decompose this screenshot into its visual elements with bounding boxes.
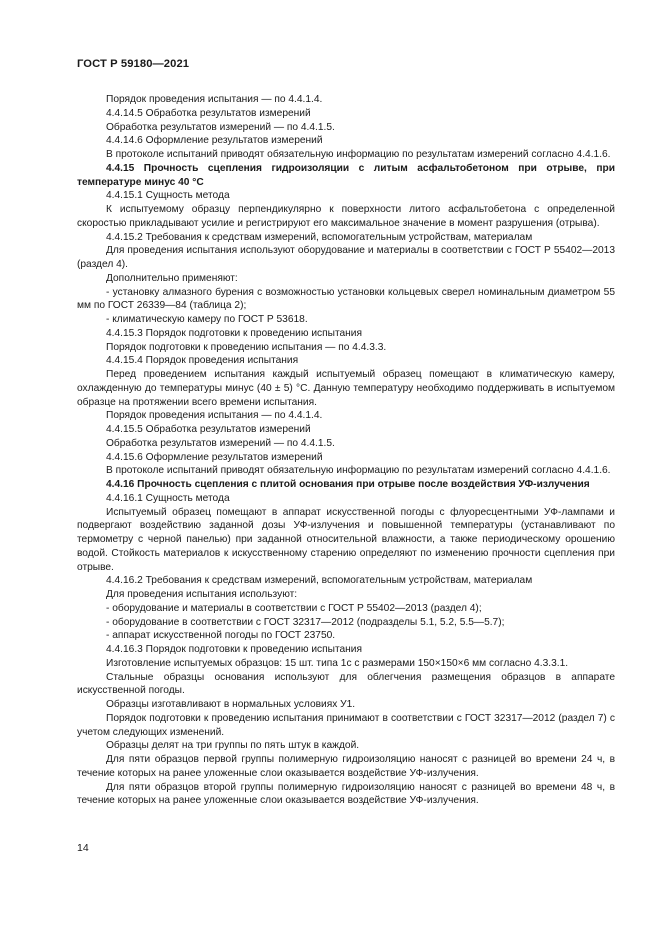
paragraph: Стальные образцы основания используют для облегчения размещения образцов в аппарате искусственной погоды. [77,671,615,697]
section-heading: 4.4.15.3 Порядок подготовки к проведению испытания [106,327,362,339]
page-number: 14 [77,842,89,854]
section-heading: 4.4.16.2 Требования к средствам измерений, вспомогательным устройствам, материалам [106,575,533,587]
list-item: - климатическую камеру по ГОСТ Р 53618. [106,314,308,325]
paragraph: Образцы делят на три группы по пять штук в каждой. [106,740,360,752]
paragraph: Для проведения испытания используют оборудование и материалы в соответствии с ГОСТ Р 55402—2013 (раздел 4). [77,245,615,270]
paragraph: Испытуемый образец помещают в аппарат искусственной погоды с флуоресцентными УФ-лампами и подвергают воздействию заданной дозы УФ-излучения и повышенной температуры (устанавливают по термометру с черной панелью) при заданной относительной влажности, а также периодическому орошению водой. Стойкость материалов к искусственному старению определяют по изменению прочности сцепления при отрыве. [77,506,615,573]
section-heading: 4.4.16.3 Порядок подготовки к проведению испытания [106,644,362,655]
paragraph: Обработка результатов измерений — по 4.4.1.5. [106,437,335,449]
section-heading: 4.4.14.5 Обработка результатов измерений [106,107,311,119]
paragraph: Для пяти образцов первой группы полимерную гидроизоляцию наносят с разницей во времени 24 ч, в течение которых на ранее уложенные слои оказывается воздействие УФ-излучения. [77,754,615,779]
section-heading: 4.4.15.5 Обработка результатов измерений [106,424,311,435]
paragraph: Порядок подготовки к проведению испытания — по 4.4.3.3. [106,341,387,353]
paragraph: Обработка результатов измерений — по 4.4.1.5. [106,121,335,133]
list-item: - аппарат искусственной погоды по ГОСТ 23750. [106,630,336,642]
section-heading: 4.4.15.6 Оформление результатов измерений [106,451,323,463]
section-heading: 4.4.15.1 Сущность метода [106,190,230,202]
list-item: - оборудование и материалы в соответствии с ГОСТ Р 55402—2013 (раздел 4); [106,602,482,614]
paragraph: Перед проведением испытания каждый испытуемый образец помещают в климатическую камеру, охлажденную до температуры минус (40 ± 5) °С. Данную температуру необходимо поддерживать в испытуемом образце на протяжении всего времени испытания. [77,369,615,408]
section-heading: 4.4.15.2 Требования к средствам измерений, вспомогательным устройствам, материалам [106,231,533,243]
paragraph: Порядок проведения испытания — по 4.4.1.4. [106,94,323,105]
paragraph: Порядок подготовки к проведению испытания принимают в соответствии с ГОСТ 32317—2012 (раздел 7) с учетом следующих изменений. [77,712,615,738]
clause-heading: 4.4.16 Прочность сцепления с плитой основания при отрыве после воздействия УФ-излучения [106,479,590,490]
paragraph: К испытуемому образцу перпендикулярно к поверхности литого асфальтобетона с определенной скоростью прикладывают усилие и регистрируют его максимальное значение в момент разрушения (отрыва). [77,204,615,229]
paragraph: Для проведения испытания используют: [106,589,298,600]
list-item: - установку алмазного бурения с возможностью установки кольцевых сверел номинальным диаметром 55 мм по ГОСТ 26339—84 (таблица 2); [77,286,615,312]
section-heading: 4.4.15.4 Порядок проведения испытания [106,355,299,367]
paragraph: В протоколе испытаний приводят обязательную информацию по результатам измерений согласно 4.4.1.6. [106,465,611,477]
section-heading: 4.4.14.6 Оформление результатов измерений [106,135,323,147]
paragraph: Для пяти образцов второй группы полимерную гидроизоляцию наносят с разницей во времени 48 ч, в течение которых на ранее уложенные слои оказывается воздействие УФ-излучения. [77,781,615,807]
standard-header: ГОСТ Р 59180—2021 [77,58,190,70]
paragraph: Дополнительно применяют: [106,272,238,284]
list-item: - оборудование в соответствии с ГОСТ 32317—2012 (подразделы 5.1, 5.2, 5.5—5.7); [106,616,505,628]
section-heading: 4.4.16.1 Сущность метода [106,492,230,504]
paragraph: Изготовление испытуемых образцов: 15 шт. типа 1с с размерами 150×150×6 мм согласно 4.3.3.1. [106,657,569,669]
paragraph: Порядок проведения испытания — по 4.4.1.4. [106,410,323,422]
document-body [77,93,615,808]
paragraph: В протоколе испытаний приводят обязательную информацию по результатам измерений согласно 4.4.1.6. [106,149,611,160]
clause-heading: 4.4.15 Прочность сцепления гидроизоляции с литым асфальтобетоном при отрыве, при температуре минус 40 °С [77,162,615,188]
paragraph: Образцы изготавливают в нормальных условиях У1. [106,699,356,710]
